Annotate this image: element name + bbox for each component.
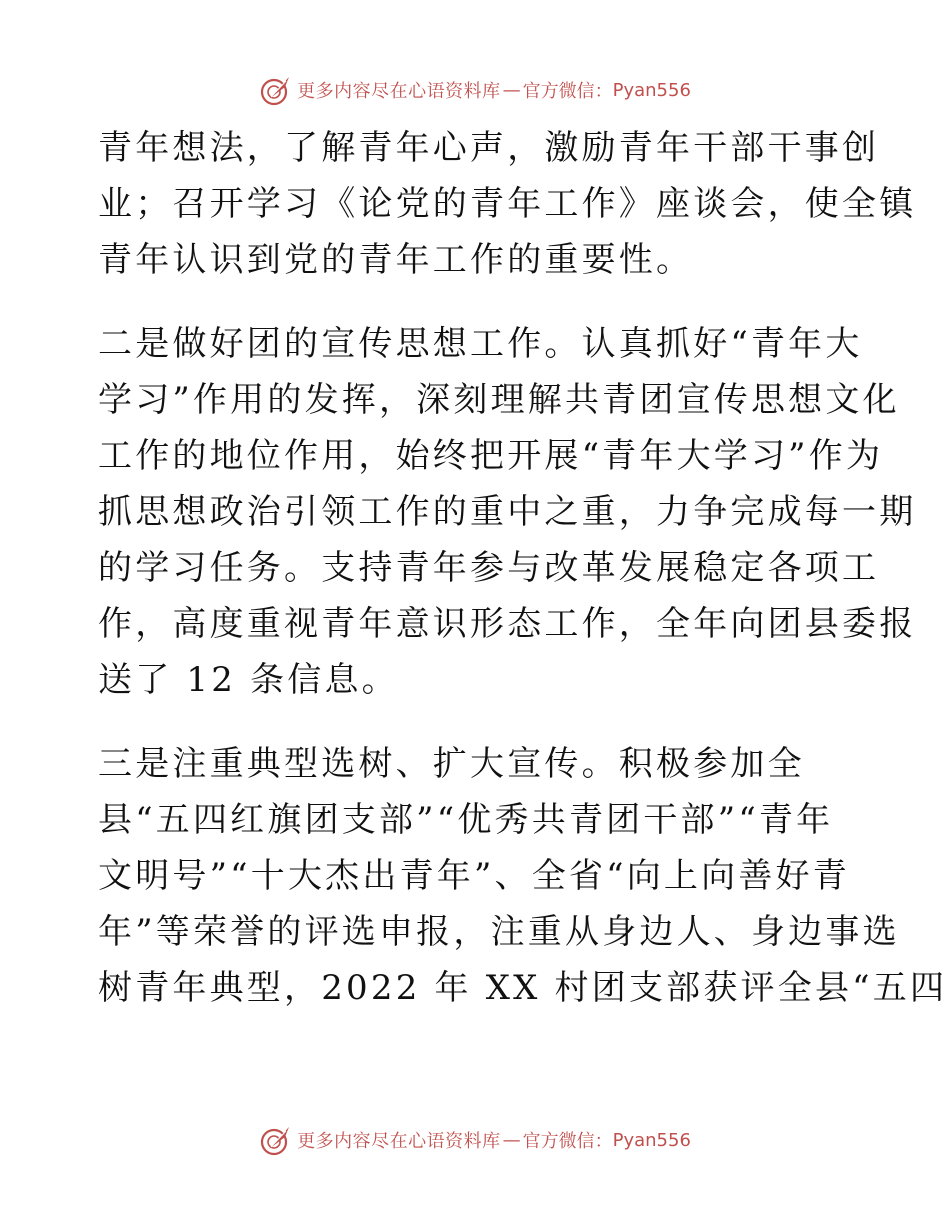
document-body [98,120,948,1044]
banner-promo-text: 更多内容尽在心语资料库 [297,81,501,102]
paragraph-3 [98,736,948,1016]
banner-promo-text: 更多内容尽在心语资料库 [297,1131,501,1152]
text-line: 工作的地位作用，始终把开展“青年大学习”作为 [98,436,884,476]
footer-banner [0,1120,950,1160]
banner-separator: — [502,79,521,101]
text-line: 树青年典型，2022 年 XX 村团支部获评全县“五四 [98,968,948,1008]
paragraph-2 [98,316,917,708]
text-line: 文明号”“十大杰出青年”、全省“向上向善好青 [98,856,850,896]
text-line: 青年想法，了解青年心声，激励青年干部干事创 [98,128,880,168]
text-line: 送了 12 条信息。 [98,660,399,700]
text-line: 的学习任务。支持青年参与改革发展稳定各项工 [98,548,880,588]
banner-wechat-id: Pyan556 [612,1129,691,1151]
banner-wechat-label: 官方微信： [522,1131,613,1152]
text-line: 作，高度重视青年意识形态工作，全年向团县委报 [98,604,917,644]
text-line: 业；召开学习《论党的青年工作》座谈会，使全镇 [98,184,917,224]
quill-pen-logo-icon [259,73,293,107]
banner-wechat-label: 官方微信： [522,81,613,102]
banner-separator: — [502,1129,521,1151]
paragraph-1 [98,120,917,288]
header-banner [0,70,950,110]
text-line: 青年认识到党的青年工作的重要性。 [98,240,694,280]
text-line: 县“五四红旗团支部”“优秀共青团干部”“青年 [98,800,834,840]
text-line: 三是注重典型选树、扩大宣传。积极参加全 [98,744,805,784]
quill-pen-logo-icon [259,1123,293,1157]
text-line: 学习”作用的发挥，深刻理解共青团宣传思想文化 [98,380,900,420]
banner-wechat-id: Pyan556 [612,79,691,101]
text-line: 年”等荣誉的评选申报，注重从身边人、身边事选 [98,912,900,952]
text-line: 二是做好团的宣传思想工作。认真抓好“青年大 [98,324,863,364]
text-line: 抓思想政治引领工作的重中之重，力争完成每一期 [98,492,917,532]
